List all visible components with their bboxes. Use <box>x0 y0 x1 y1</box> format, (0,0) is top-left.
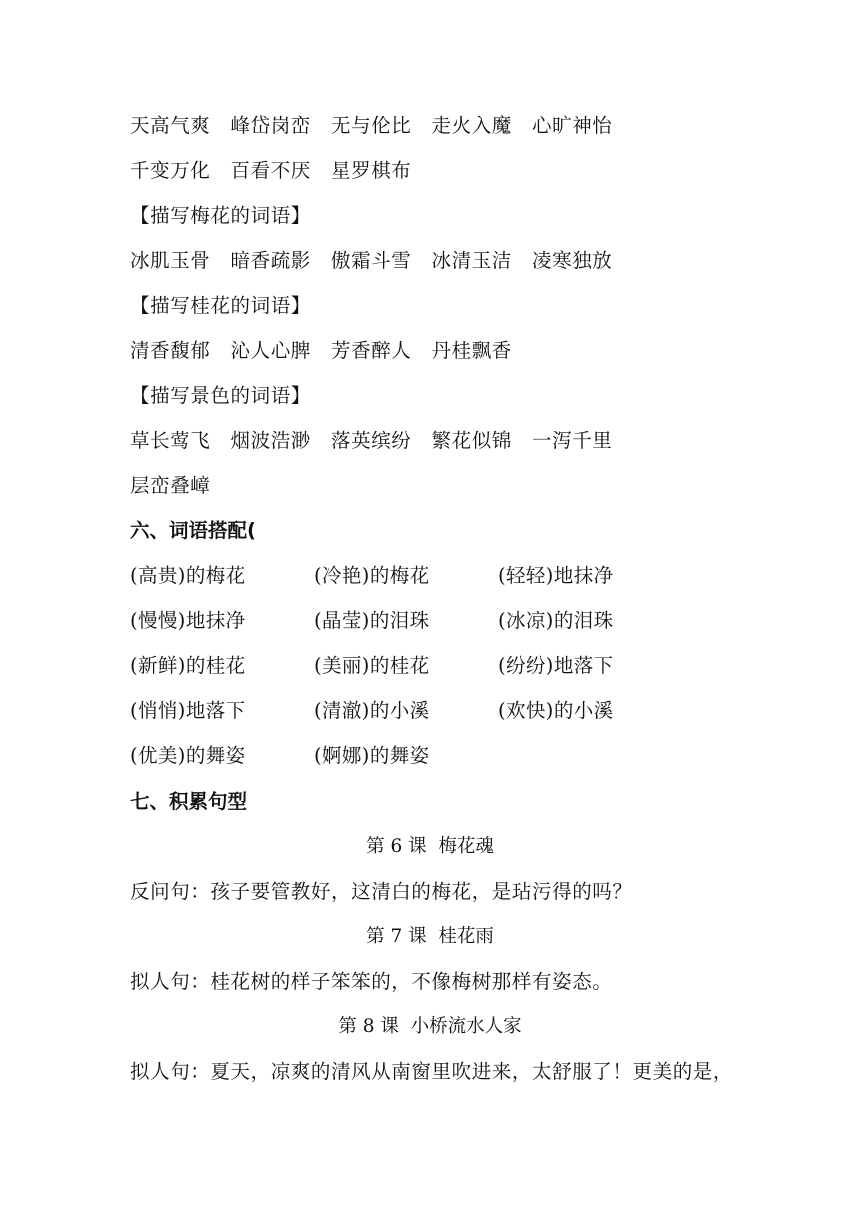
lesson-7-sentence: 拟人句：桂花树的样子笨笨的，不像梅树那样有姿态。 <box>130 970 613 993</box>
collocation-item: (优美)的舞姿 <box>130 744 246 767</box>
idiom-row-2: 千变万化 百看不厌 星罗棋布 <box>130 159 412 182</box>
osmanthus-words-heading: 【描写桂花的词语】 <box>130 294 311 317</box>
lesson-7-title: 第 7 课 桂花雨 <box>366 926 494 947</box>
collocation-item: (慢慢)地抹净 <box>130 609 246 632</box>
collocation-item: (冰凉)的泪珠 <box>498 609 614 632</box>
collocation-item: (婀娜)的舞姿 <box>314 744 430 767</box>
scenery-words-heading: 【描写景色的词语】 <box>130 384 311 407</box>
section-6-title: 六、词语搭配( <box>130 519 256 542</box>
collocation-item: (纷纷)地落下 <box>498 654 614 677</box>
lesson-8-sentence: 拟人句：夏天，凉爽的清风从南窗里吹进来，太舒服了！更美的是， <box>130 1060 734 1083</box>
plum-words: 冰肌玉骨 暗香疏影 傲霜斗雪 冰清玉洁 凌寒独放 <box>130 249 613 272</box>
collocation-item: (晶莹)的泪珠 <box>314 609 430 632</box>
lesson-8-title: 第 8 课 小桥流水人家 <box>338 1016 522 1037</box>
lesson-6-sentence: 反问句：孩子要管教好，这清白的梅花，是玷污得的吗？ <box>130 880 633 903</box>
scenery-words-continued: 层峦叠嶂 <box>130 474 211 497</box>
collocation-item: (新鲜)的桂花 <box>130 654 246 677</box>
collocation-item: (欢快)的小溪 <box>498 699 614 722</box>
scenery-words: 草长莺飞 烟波浩渺 落英缤纷 繁花似锦 一泻千里 <box>130 429 613 452</box>
section-7-title: 七、积累句型 <box>130 790 248 813</box>
collocation-item: (悄悄)地落下 <box>130 699 246 722</box>
osmanthus-words: 清香馥郁 沁人心脾 芳香醉人 丹桂飘香 <box>130 339 512 362</box>
collocation-item: (轻轻)地抹净 <box>498 564 614 587</box>
lesson-6-title: 第 6 课 梅花魂 <box>366 836 494 857</box>
collocation-item: (美丽)的桂花 <box>314 654 430 677</box>
collocation-item: (高贵)的梅花 <box>130 564 246 587</box>
plum-words-heading: 【描写梅花的词语】 <box>130 204 311 227</box>
collocation-item: (清澈)的小溪 <box>314 699 430 722</box>
collocation-item: (冷艳)的梅花 <box>314 564 430 587</box>
idiom-row-1: 天高气爽 峰岱岗峦 无与伦比 走火入魔 心旷神怡 <box>130 114 613 137</box>
